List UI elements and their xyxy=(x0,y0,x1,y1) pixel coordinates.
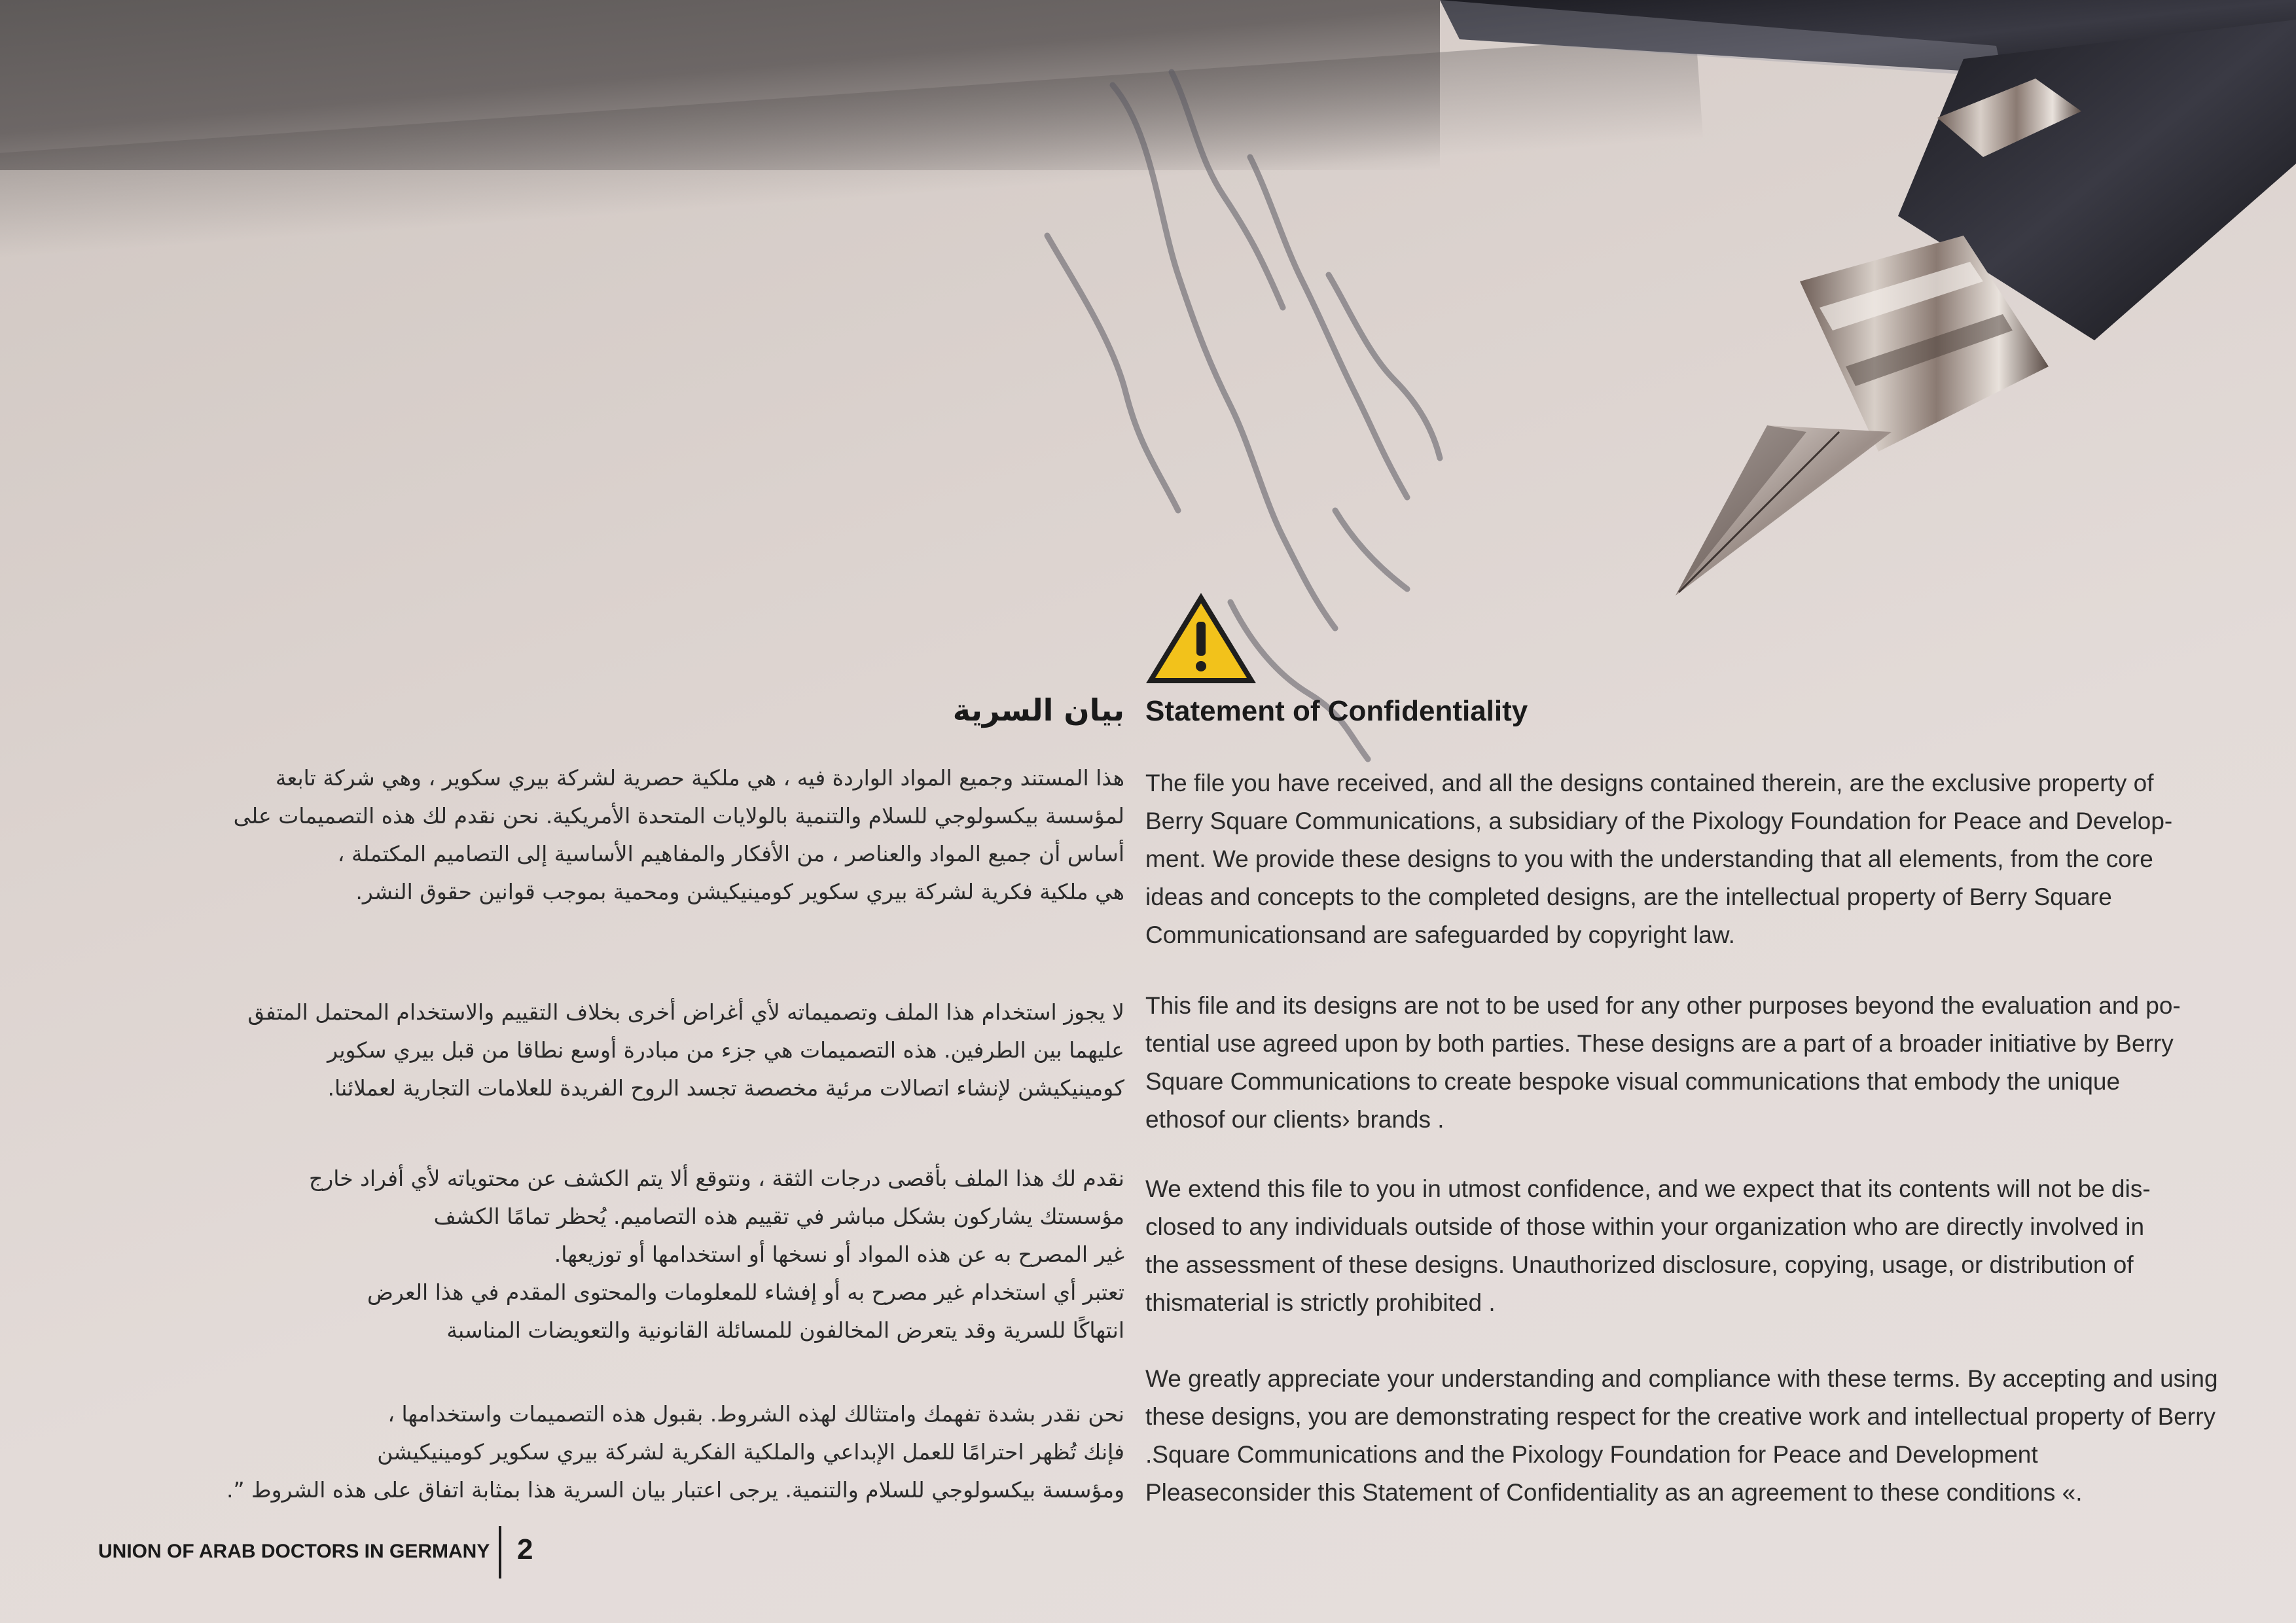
arabic-paragraph-3 xyxy=(38,1160,1124,1349)
paragraph-line: .Square Communications and the Pixology Foundation for Peace and Development xyxy=(1145,1441,2038,1468)
paragraph-line: ideas and concepts to the completed designs, are the intellectual property of Berry Square xyxy=(1145,883,2112,910)
paragraph-line: Square Communications to create bespoke visual communications that embody the unique xyxy=(1145,1068,2121,1095)
page-number: 2 xyxy=(517,1533,533,1565)
paragraph-line: Berry Square Communications, a subsidiary of the Pixology Foundation for Peace and Develop- xyxy=(1145,808,2173,834)
paragraph-line: ment. We provide these designs to you with the understanding that all elements, from the core xyxy=(1145,846,2153,872)
paragraph-line: tential use agreed upon by both parties. These designs are a part of a broader initiative by Berry xyxy=(1145,1030,2174,1057)
arabic-paragraph-2 xyxy=(38,993,1124,1107)
title-english: Statement of Confidentiality xyxy=(1145,695,1528,727)
paragraph-line: ethosof our clients› brands . xyxy=(1145,1106,1444,1133)
paragraph-line: The file you have received, and all the designs contained therein, are the exclusive property of xyxy=(1145,770,2154,796)
paragraph-line: كومينيكيشن لإنشاء اتصالات مرئية مخصصة تجسد الروح الفريدة للعلامات التجارية لعملائنا. xyxy=(327,1075,1124,1101)
english-paragraph-4 xyxy=(1145,1360,2245,1512)
paragraph-line: مؤسستك يشاركون بشكل مباشر في تقييم هذه التصاميم. يُحظر تمامًا الكشف xyxy=(433,1204,1124,1229)
paragraph-line: Communicationsand are safeguarded by copyright law. xyxy=(1145,921,1735,948)
paragraph-line: لا يجوز استخدام هذا الملف وتصميماته لأي أغراض أخرى بخلاف التقييم والاستخدام المحتمل المتفق xyxy=(247,999,1124,1025)
paragraph-line: thismaterial is strictly prohibited . xyxy=(1145,1289,1496,1316)
paragraph-line: نقدم لك هذا الملف بأقصى درجات الثقة ، ونتوقع ألا يتم الكشف عن محتوياته لأي أفراد خارج xyxy=(309,1166,1124,1191)
paragraph-line: أساس أن جميع المواد والعناصر ، من الأفكار والمفاهيم الأساسية إلى التصاميم المكتملة ، xyxy=(337,841,1124,866)
paragraph-line: تعتبر أي استخدام غير مصرح به أو إفشاء للمعلومات والمحتوى المقدم في هذا العرض xyxy=(367,1279,1124,1305)
paragraph-line: ومؤسسة بيكسولوجي للسلام والتنمية. يرجى اعتبار بيان السرية هذا بمثابة اتفاق على هذه الشروط ”. xyxy=(226,1477,1124,1503)
paragraph-line: لمؤسسة بيكسولوجي للسلام والتنمية بالولايات المتحدة الأمريكية. نحن نقدم لك هذه التصميمات على xyxy=(233,803,1124,829)
warning-triangle-icon xyxy=(1142,589,1260,687)
arabic-paragraph-1 xyxy=(38,759,1124,911)
paragraph-line: غير المصرح به عن هذه المواد أو نسخها أو استخدامها أو توزيعها. xyxy=(554,1241,1124,1267)
english-paragraph-3 xyxy=(1145,1170,2245,1322)
paragraph-line: هذا المستند وجميع المواد الواردة فيه ، هي ملكية حصرية لشركة بيري سكوير ، وهي شركة تابعة xyxy=(275,765,1124,791)
paragraph-line: closed to any individuals outside of those within your organization who are directly involved in xyxy=(1145,1213,2145,1240)
paragraph-line: انتهاكًا للسرية وقد يتعرض المخالفون للمسائلة القانونية والتعويضات المناسبة xyxy=(446,1317,1124,1343)
paragraph-line: We extend this file to you in utmost confidence, and we expect that its contents will not be dis- xyxy=(1145,1175,2151,1202)
paragraph-line: the assessment of these designs. Unauthorized disclosure, copying, usage, or distribution of xyxy=(1145,1251,2134,1278)
paragraph-line: We greatly appreciate your understanding and compliance with these terms. By accepting and using xyxy=(1145,1365,2218,1392)
english-paragraph-1 xyxy=(1145,764,2245,954)
footer-divider xyxy=(499,1526,501,1578)
paragraph-line: فإنك تُظهر احترامًا للعمل الإبداعي والملكية الفكرية لشركة بيري سكوير كومينيكيشن xyxy=(377,1439,1124,1465)
paragraph-line: عليهما بين الطرفين. هذه التصميمات هي جزء من مبادرة أوسع نطاقا من قبل بيري سكوير xyxy=(327,1037,1124,1063)
paragraph-line: هي ملكية فكرية لشركة بيري سكوير كومينيكيشن ومحمية بموجب قوانين حقوق النشر. xyxy=(355,879,1124,904)
footer-organization: UNION OF ARAB DOCTORS IN GERMANY xyxy=(98,1541,490,1562)
paragraph-line: This file and its designs are not to be used for any other purposes beyond the evaluation and po- xyxy=(1145,992,2181,1019)
arabic-paragraph-4 xyxy=(38,1395,1124,1509)
english-paragraph-2 xyxy=(1145,987,2245,1139)
paragraph-line: نحن نقدر بشدة تفهمك وامتثالك لهذه الشروط. بقبول هذه التصميمات واستخدامها ، xyxy=(387,1401,1124,1427)
paragraph-line: Pleaseconsider this Statement of Confidentiality as an agreement to these conditions «. xyxy=(1145,1479,2083,1506)
title-arabic: بيان السرية xyxy=(952,692,1124,728)
paragraph-line: these designs, you are demonstrating respect for the creative work and intellectual property of Berry xyxy=(1145,1403,2216,1430)
